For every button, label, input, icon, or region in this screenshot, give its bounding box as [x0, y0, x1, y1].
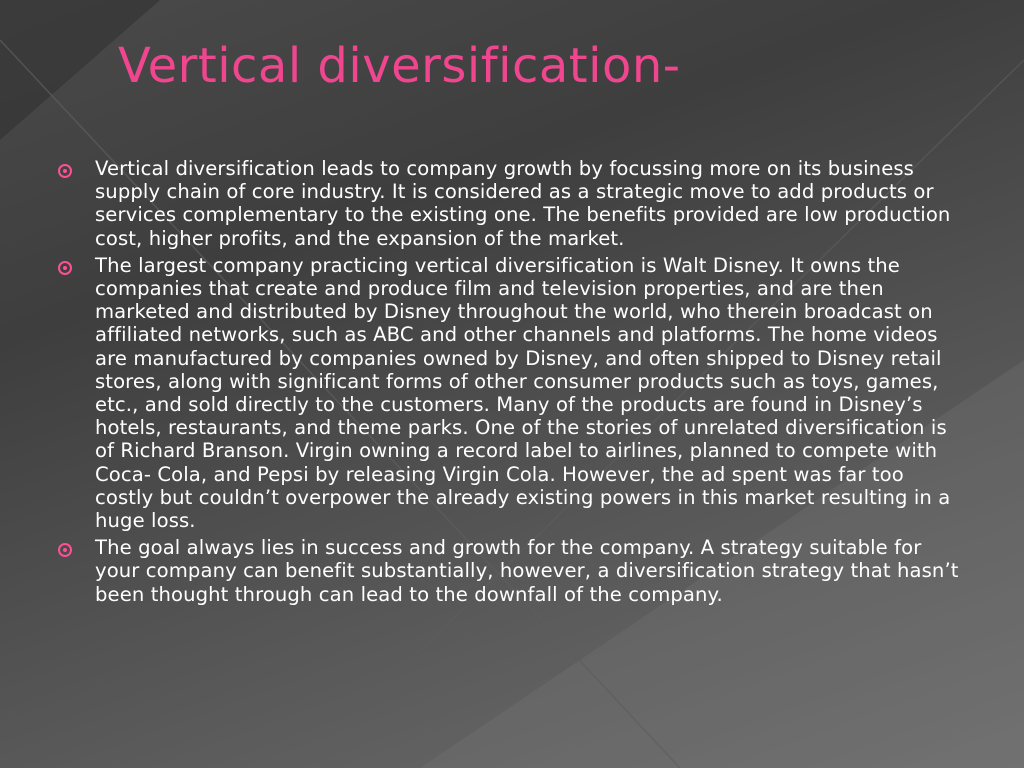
ring-dot-bullet-icon: [58, 261, 72, 275]
ring-dot-bullet-icon: [58, 164, 72, 178]
bullet-text: Vertical diversification leads to company growth by focussing more on its business supply chain of core industry. It is considered as a strategic move to add products or services complementary to the existing one. The benefits provided are low production cost, higher profits, and the expansion of the market.: [95, 157, 951, 250]
bullet-item: [58, 536, 966, 606]
bullet-item: [58, 254, 966, 532]
bullet-item: [58, 157, 966, 250]
bullet-text: The largest company practicing vertical diversification is Walt Disney. It owns the companies that create and produce film and television properties, and are then marketed and distributed by Disney throughout the world, who therein broadcast on affiliated networks, such as ABC and other channels and platforms. The home videos are manufactured by companies owned by Disney, and often shipped to Disney retail stores, along with significant forms of other consumer products such as toys, games, etc., and sold directly to the customers. Many of the products are found in Disney’s hotels, restaurants, and theme parks. One of the stories of unrelated diversification is of Richard Branson. Virgin owning a record label to airlines, planned to compete with Coca- Cola, and Pepsi by releasing Virgin Cola. However, the ad spent was far too costly but couldn’t overpower the already existing powers in this market resulting in a huge loss.: [95, 253, 951, 533]
bullet-text: The goal always lies in success and growth for the company. A strategy suitable for your company can benefit substantially, however, a diversification strategy that hasn’t been thought through can lead to the downfall of the company.: [95, 536, 959, 606]
bullet-list: [58, 157, 966, 610]
slide-title: Vertical diversification-: [118, 38, 681, 94]
ring-dot-bullet-icon: [58, 543, 72, 557]
